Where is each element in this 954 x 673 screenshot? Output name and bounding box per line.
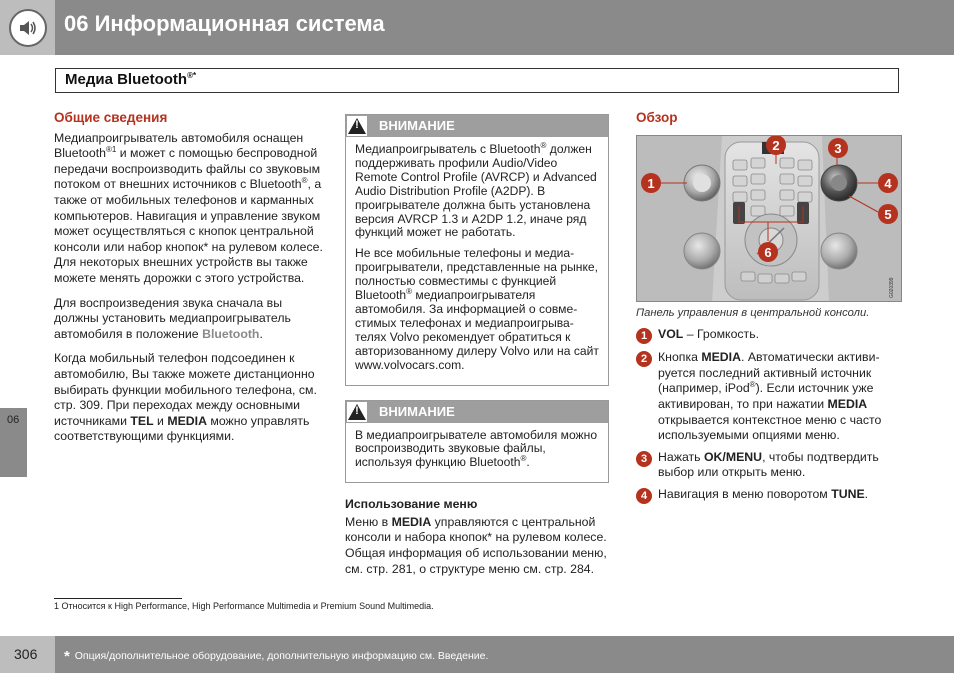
legend-item <box>636 350 902 444</box>
legend-text: Нажать OK/MENU, чтобы подтвердить выбор или открыть меню. <box>658 449 879 480</box>
paragraph-phone-remote: Когда мобильный телефон подсоединен к автомобилю, Вы также можете дистанционно выбирать функции мобильного телефона, см. стр. 309. При переходах между основными источниками TEL и MEDIA можно управлять соответствующими функциями. <box>54 351 317 444</box>
chapter-header <box>0 0 954 55</box>
callout-1-label: 1 <box>647 175 655 191</box>
warning-label: ВНИМАНИЕ <box>379 118 455 133</box>
footer-note: * Опция/дополнительное оборудование, дополнительную информацию см. Введение. <box>64 648 489 665</box>
column-general-info <box>54 110 324 454</box>
paragraph-bluetooth-mode: Для воспроизведения звука сначала вы должны установить медиапроигрыватель автомобиля в положение Bluetooth. <box>54 295 291 341</box>
warning-box-profiles <box>345 114 609 386</box>
callout-4-label: 4 <box>884 175 892 191</box>
chapter-title: 06 Информационная система <box>64 11 385 36</box>
legend-text: VOL – Громкость. <box>658 327 760 342</box>
legend-number: 2 <box>636 351 652 367</box>
column-warnings <box>345 114 609 586</box>
warning-body <box>346 423 608 483</box>
legend-number: 4 <box>636 488 652 504</box>
callout-2-label: 2 <box>772 137 780 153</box>
footnote: 1 Относится к High Performance, High Performance Multimedia и Premium Sound Multimedia. <box>54 601 434 611</box>
warning-header <box>346 401 608 423</box>
column-overview <box>636 110 902 510</box>
heading-menu-usage: Использование меню <box>345 497 478 512</box>
warning-paragraph: Не все мобильные телефоны и медиапроигрыватели, представленные на рынке, полностью совместимы с функцией Bluetooth® медиапроигрывателя автомобиля. За информацией о совместимых телефонах и медиапроигрывателях Volvo рекомендует обратиться к авторизованному дилеру Volvo или на сайт www.volvocars.com. <box>355 246 599 372</box>
chapter-side-tab: 06 <box>0 408 27 477</box>
center-console-photo <box>636 135 902 302</box>
warning-icon: ! <box>347 402 367 422</box>
warning-header <box>346 115 608 137</box>
paragraph-intro: Медиапроигрыватель автомобиля оснащен Bluetooth$^{®1}$ и может с помощью беспроводной передачи воспроизводить файлы со звуковым потоком от внешних источников с Bluetooth®, а также от мобильных телефонов и карманных компьютеров. Навигация и управление звуком может осуществляться с кнопок центральной консоли или набор кнопок* на рулевом колесе. Для некоторых внешних устройств вы также можете менять дорожки с этого устройства. <box>54 130 323 285</box>
legend-item <box>636 327 902 344</box>
legend-number: 3 <box>636 451 652 467</box>
warning-icon: ! <box>347 116 367 136</box>
callout-6-label: 6 <box>764 244 772 260</box>
section-title-bar <box>55 68 899 93</box>
footnote-divider <box>54 598 182 599</box>
photo-caption: Панель управления в центральной консоли. <box>636 306 870 319</box>
legend-item <box>636 450 902 481</box>
heading-general-info: Общие сведения <box>54 110 168 125</box>
photo-code: G020399 <box>889 277 895 298</box>
legend-text: Кнопка MEDIA. Автоматически активируется последний активный источник (например, iPod®). Если источник уже активирован, то при нажатии MEDIA открывается контекстное меню с часто используемыми опциями меню. <box>658 350 882 443</box>
warning-label: ВНИМАНИЕ <box>379 403 455 419</box>
legend-item <box>636 487 902 504</box>
heading-overview: Обзор <box>636 110 678 125</box>
speaker-icon <box>9 9 47 47</box>
warning-paragraph: Медиапроигрыватель с Bluetooth® должен поддерживать профили Audio/Video Remote Control Profile (AVRCP) и Advanced Audio Distribution Profile (A2DP). В проигрывателе должна быть установлена версия AVRCP 1.3 и A2DP 1.2, иначе ряд функций может не работать. <box>355 140 597 240</box>
warning-box-audio-files <box>345 400 609 484</box>
callout-3-label: 3 <box>834 140 842 156</box>
callout-5-label: 5 <box>884 206 892 222</box>
chapter-icon-box <box>0 0 55 55</box>
legend-number: 1 <box>636 328 652 344</box>
page-footer <box>0 636 954 673</box>
warning-body <box>346 137 608 385</box>
paragraph-menu-usage: Меню в MEDIA управляются с центральной консоли и набора кнопок* на рулевом колесе. Общая информация об использовании меню, см. стр. 281, о структуре меню см. стр. 284. <box>345 514 607 576</box>
warning-paragraph: В медиапроигрывателе автомобиля можно воспроизводить звуковые файлы, используя функцию Bluetooth®. <box>355 427 598 470</box>
page-number-box <box>0 636 55 673</box>
legend-text: Навигация в меню поворотом TUNE. <box>658 486 869 501</box>
section-title: Медиа Bluetooth®* <box>65 71 197 88</box>
page-number: 306 <box>14 646 38 662</box>
